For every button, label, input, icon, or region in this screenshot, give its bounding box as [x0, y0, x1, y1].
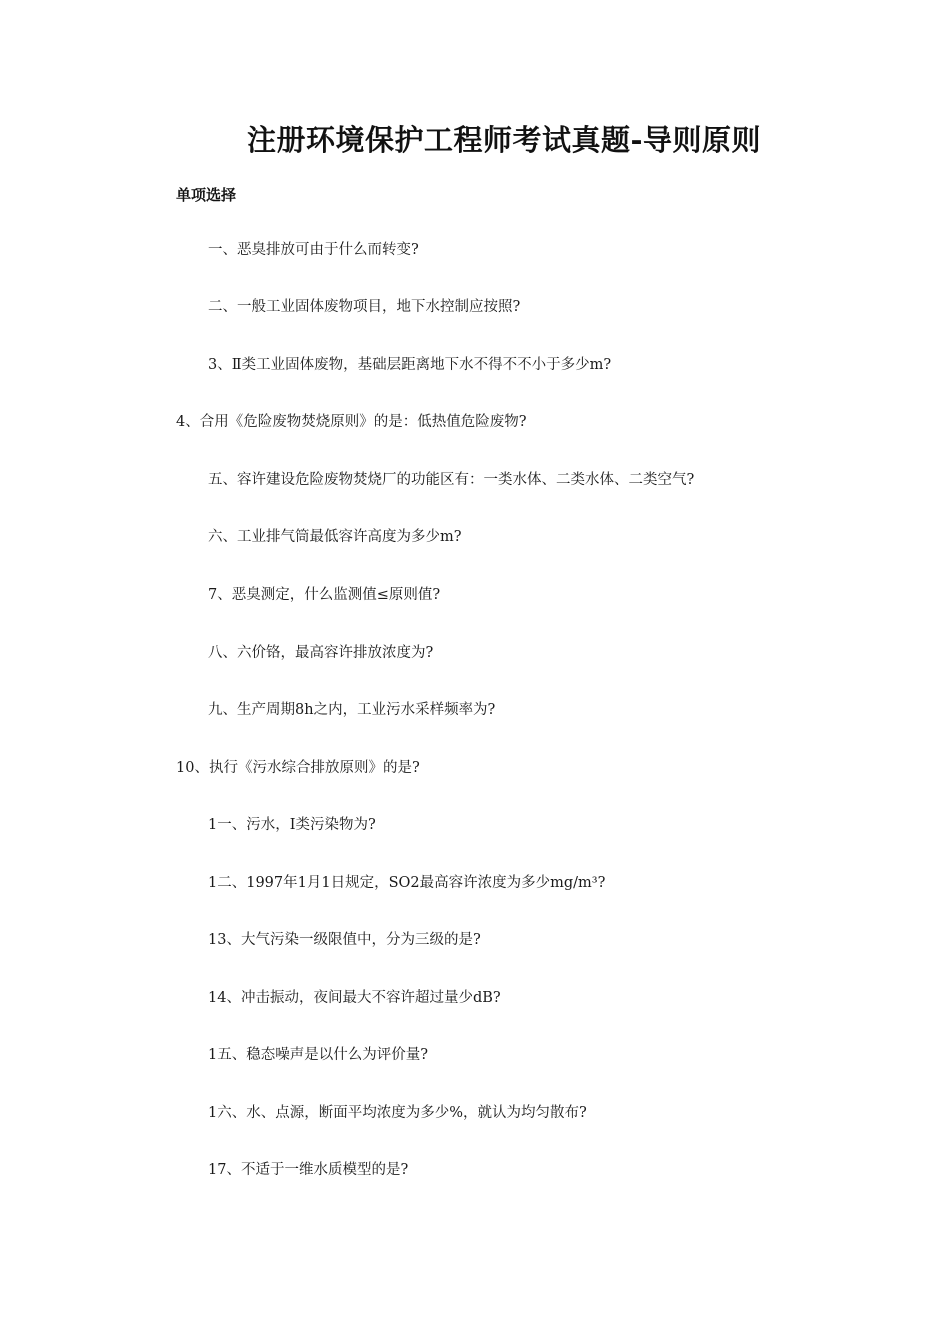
question-item: 14、冲击振动，夜间最大不容许超过量少dB?: [208, 990, 501, 1006]
question-item: 八、六价铬，最高容许排放浓度为?: [208, 645, 434, 661]
question-item: 二、一般工业固体废物项目，地下水控制应按照?: [208, 299, 521, 315]
question-item: 五、容许建设危险废物焚烧厂的功能区有：一类水体、二类水体、二类空气?: [208, 472, 695, 488]
question-item: 九、生产周期8h之内，工业污水采样频率为?: [208, 702, 496, 718]
section-heading: 单项选择: [176, 186, 237, 204]
question-item: 六、工业排气筒最低容许高度为多少m?: [208, 529, 462, 545]
question-item: 1一、污水，Ⅰ类污染物为?: [208, 817, 376, 833]
question-item: 1六、水、点源，断面平均浓度为多少%，就认为均匀散布?: [208, 1105, 587, 1121]
question-item: 17、不适于一维水质模型的是?: [208, 1162, 409, 1178]
question-item: 1五、稳态噪声是以什么为评价量?: [208, 1047, 428, 1063]
question-item: 13、大气污染一级限值中，分为三级的是?: [208, 932, 481, 948]
question-item: 3、Ⅱ类工业固体废物，基础层距离地下水不得不不小于多少m?: [208, 357, 612, 373]
question-item: 一、恶臭排放可由于什么而转变?: [208, 242, 419, 258]
question-item: 10、执行《污水综合排放原则》的是?: [176, 760, 420, 776]
document-title: 注册环境保护工程师考试真题-导则原则: [246, 123, 762, 157]
question-item: 7、恶臭测定，什么监测值≤原则值?: [208, 587, 441, 603]
question-item: 1二、1997年1月1日规定，SO2最高容许浓度为多少mg/m³?: [208, 875, 606, 891]
question-item: 4、合用《危险废物焚烧原则》的是：低热值危险废物?: [176, 414, 527, 430]
